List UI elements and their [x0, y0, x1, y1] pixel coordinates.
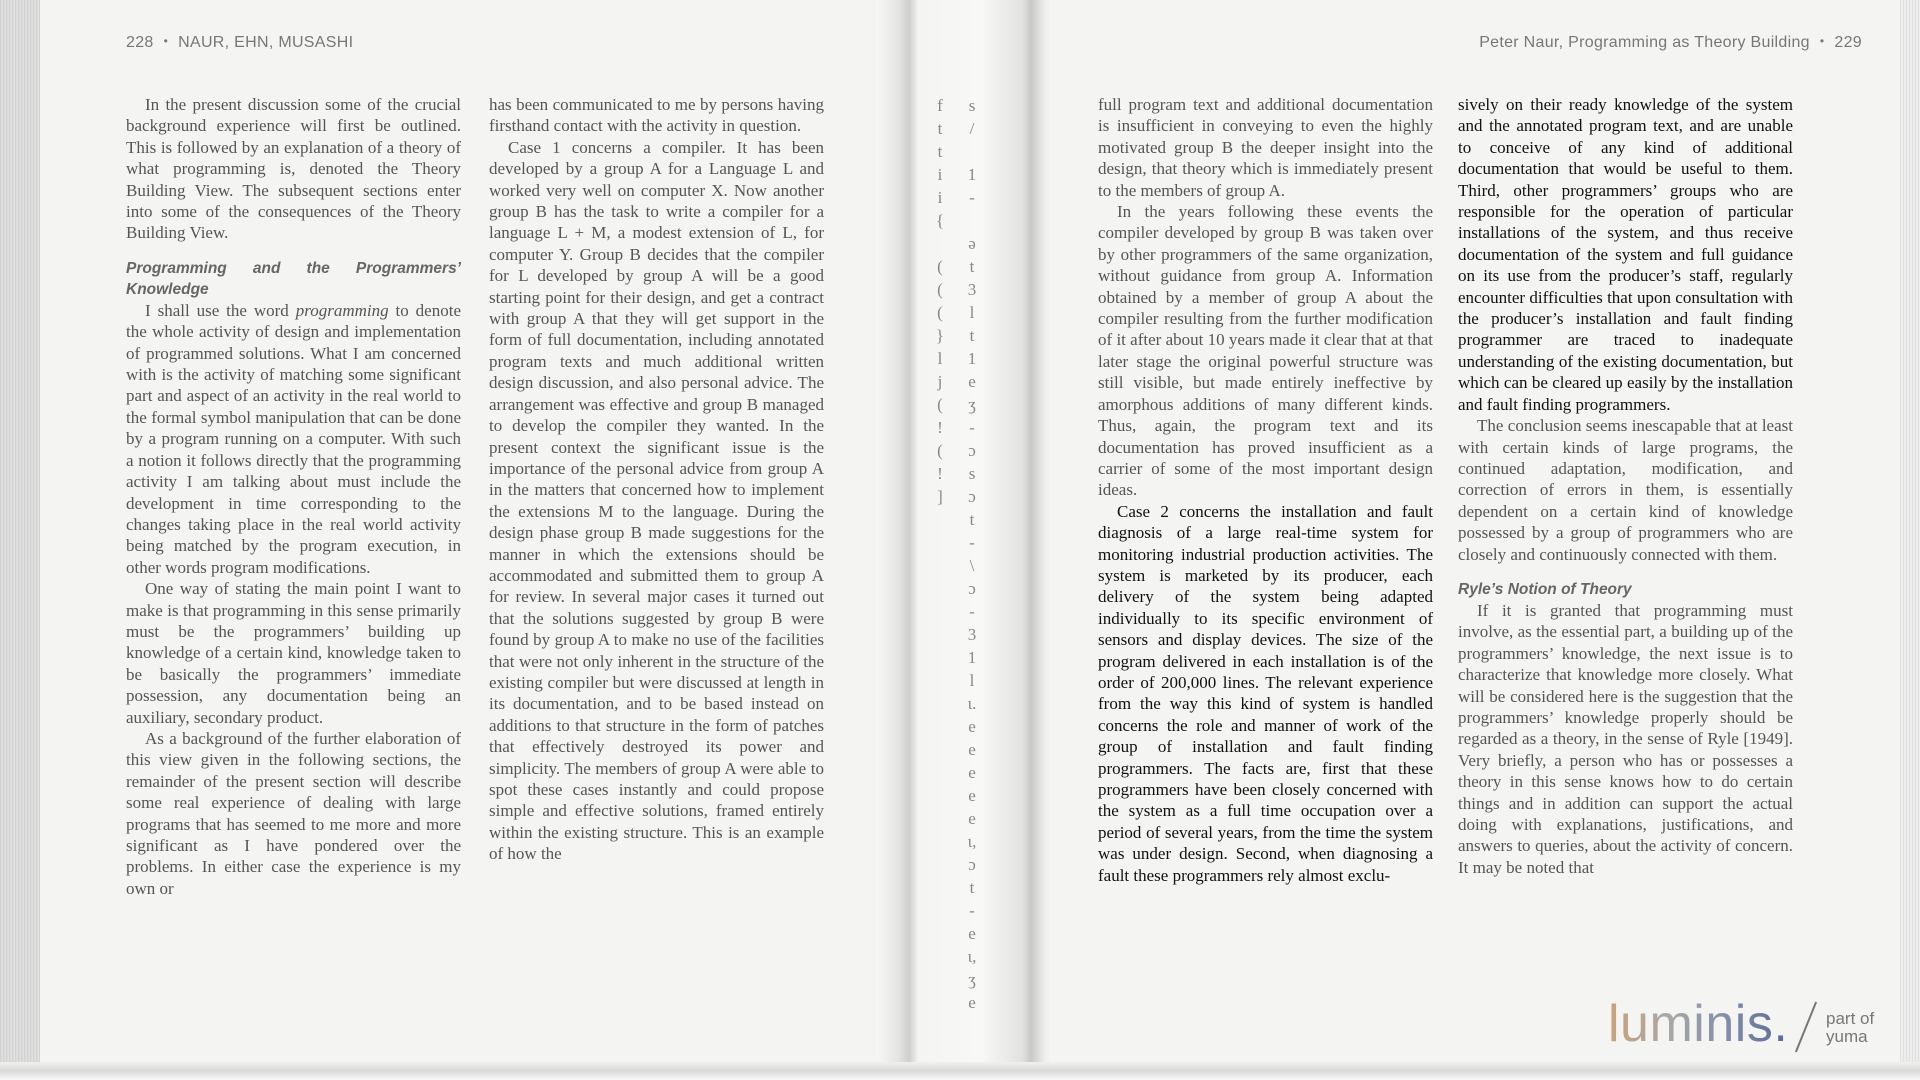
gutter-scrap-glyph: e	[968, 786, 976, 805]
gutter-scrap-glyph: e	[968, 924, 976, 943]
gutter-scrap-glyph: -	[969, 602, 975, 621]
gutter-scrap-glyph: l	[969, 303, 975, 322]
right-running-title: Peter Naur, Programming as Theory Building	[1479, 34, 1810, 51]
logo-sub-line-2: yuma	[1826, 1027, 1868, 1046]
gutter-scrap-glyph	[958, 209, 986, 232]
gutter-scrap-glyph: t	[969, 326, 975, 345]
gutter-scrap-glyph: s	[968, 96, 976, 115]
gutter-scrap-glyph: l	[937, 349, 943, 368]
gutter-scrap-glyph: 1	[967, 648, 977, 667]
gutter-scrap-glyph: (	[937, 441, 943, 460]
gutter-scrap-glyph: t	[937, 119, 943, 138]
gutter-scrap-glyph: ɔ	[968, 441, 976, 460]
paragraph: sively on their ready knowledge of the system and the annotated program text, and are unable to conceive of any kind of additional documentation that would be useful to them. Third, other programmers’ groups who are responsible for the operation of particular installations of the system, and thus receive documentation of the system and full guidance on its use from the producer’s staff, regularly encounter difficulties that upon consultation with the producer’s installation and fault finding programmer are traced to inadequate understanding of the existing documentation, but which can be cleared up easily by the installation and fault finding programmers.	[1458, 95, 1793, 414]
gutter-scrap-glyph: -	[969, 533, 975, 552]
gutter-scrap-glyph: e	[968, 372, 976, 391]
right-column-1	[1098, 94, 1433, 886]
logo-subtext	[1826, 1010, 1874, 1046]
gutter-scrap-glyph: ɩ,	[967, 947, 977, 966]
gutter-scrap-glyph: ɔ	[968, 855, 976, 874]
paragraph: full program text and additional documentation is insufficient in conveying to even the highly motivated group B the deeper insight into the design, that theory which is immediately present to the members of group A.	[1098, 95, 1433, 200]
gutter-scrap-glyph: e	[968, 763, 976, 782]
gutter-scrap-glyph: (	[937, 395, 943, 414]
luminis-logo	[1608, 995, 1898, 1058]
right-page	[1052, 0, 1902, 1060]
left-column-1	[126, 94, 461, 899]
gutter-scrap-glyph: l	[969, 671, 975, 690]
gutter-scrap-glyph: -	[969, 188, 975, 207]
paragraph: The conclusion seems inescapable that at least with certain kinds of large programs, the continued adaptation, modification, and correction of errors in them, is essentially dependent on a certain kind of knowledge possessed by a group of programmers who are closely and continuously connected with them.	[1458, 416, 1793, 564]
gutter-scrap-glyph: e	[968, 717, 976, 736]
section-heading: Ryle’s Notion of Theory	[1458, 580, 1632, 598]
gutter-scrap-glyph: -	[969, 418, 975, 437]
gutter-scrap-glyph: e	[968, 740, 976, 759]
left-running-header	[126, 34, 353, 52]
gutter-scrap-glyph: e	[968, 809, 976, 828]
gutter-scrap-glyph: -	[969, 901, 975, 920]
gutter-scrap-glyph: t	[937, 142, 943, 161]
right-column-2	[1458, 94, 1793, 878]
left-column-2	[489, 94, 824, 865]
emphasis: programming	[295, 300, 389, 320]
gutter-scrap-glyph: (	[937, 303, 943, 322]
paragraph: has been communicated to me by persons having firsthand contact with the activity in question.	[489, 95, 824, 136]
paragraph: In the present discussion some of the crucial background experience will first be outlined. This is followed by an explanation of a theory of what programming is, denoted the Theory Building View. The subsequent sections enter into some of the consequences of the Theory Building View.	[126, 95, 461, 243]
header-separator: •	[1819, 34, 1825, 48]
gutter-scrap-glyph: j	[937, 372, 943, 391]
gutter-scrap-glyph: /	[969, 119, 975, 138]
gutter-scrap-glyph: t	[969, 878, 975, 897]
paragraph: One way of stating the main point I want to make is that programming in this sense primarily must be the programmers’ building up knowledge of a certain kind, knowledge taken to be basically the programmers’ immediate possession, any documentation being an auxiliary, secondary product.	[126, 579, 461, 727]
gutter-scrap-glyph: f	[937, 96, 943, 115]
gutter-scrap-glyph: ]	[937, 487, 943, 506]
gutter-scrap-glyph	[926, 232, 954, 255]
gutter-scrap-glyph: ι,	[967, 832, 977, 851]
paragraph	[126, 300, 461, 578]
gutter-scrap-glyph: i	[937, 188, 943, 207]
gutter-scrap-glyph: ɔ	[968, 487, 976, 506]
gutter-scrap-glyph: ʒ	[968, 970, 976, 989]
text-run: I shall use the word	[145, 300, 296, 320]
right-running-header	[1479, 34, 1862, 52]
gutter-scrap-glyph: i	[937, 165, 943, 184]
header-separator: •	[163, 34, 169, 48]
gutter-scrap-glyph: (	[937, 280, 943, 299]
gutter-scrap-glyph: t	[969, 510, 975, 529]
gutter-scrap-glyph: {	[935, 211, 945, 230]
page-stack-left-edge	[0, 0, 40, 1080]
gutter-scrap-column-a	[926, 94, 954, 508]
paragraph: If it is granted that programming must involve, as the essential part, a building up of the programmers’ knowledge, the next issue is to characterize that knowledge more closely. What will be considered here is the suggestion that the programmers’ knowledge properly should be regarded as a theory, in the sense of Ryle [1949]. Very briefly, a person who has or possesses a theory in this sense knows how to do certain things and in addition can support the actual doing with explanations, justifications, and answers to queries, about the activity of concern. It may be noted that	[1458, 600, 1793, 877]
logo-slash	[1795, 1002, 1817, 1053]
right-page-number: 229	[1834, 34, 1862, 51]
gutter-scrap-column-b	[958, 94, 986, 1014]
gutter-scrap-glyph: !	[937, 418, 943, 437]
gutter-scrap-glyph: ɩ.	[967, 694, 977, 713]
gutter-scrap-glyph: \	[969, 556, 975, 575]
text-run: to denote the whole activity of design and implementation of programmed solutions. What I am concerned with is the activity of matching some significant part and aspect of an activity in the real world to the formal symbol manipulation that can be done by a program running on a computer. With such a notion it follows directly that the programming activity I am talking about must include the development in time corresponding to the changes taking place in the real world activity being matched by the program execution, in other words program modifications.	[126, 300, 461, 577]
gutter-scrap-glyph: 3	[967, 280, 977, 299]
left-page-number: 228	[126, 34, 154, 51]
left-running-title: NAUR, EHN, MUSASHI	[178, 34, 354, 51]
gutter-scrap-glyph: e	[968, 993, 976, 1012]
paragraph: As a background of the further elaboration of this view given in the following sections, the remainder of the present section will describe some real experience of dealing with large programs that has seemed to me more and more significant as I have pondered over the problems. In either case the experience is my own or	[126, 728, 461, 898]
paragraph: Case 1 concerns a compiler. It has been developed by a group A for a Language L and worked very well on computer X. Now another group B has the task to write a compiler for a language L + M, a modest extension of L, for computer Y. Group B decides that the compiler for L developed by group A will be a good starting point for their design, and get a contract with group A that they will get support in the form of full documentation, including annotated program texts and much additional written design discussion, and also personal advice. The arrangement was effective and group B managed to develop the compiler they wanted. In the present context the significant issue is the importance of the personal advice from group A in the matters that concerned how to implement the extensions M to the language. During the design phase group B made suggestions for the manner in which the extensions should be accommodated and submitted them to group A for review. In several major cases it turned out that the solutions suggested by group B were found by group A to make no use of the facilities that were not only inherent in the structure of the existing compiler but were discussed at length in its documentation, and to be based instead on additions to that structure in the form of patches that effectively destroyed its power and simplicity. The members of group A were able to spot these cases instantly and could propose simple and effective solutions, framed entirely within the existing structure. This is an example of how the	[489, 137, 824, 864]
logo-sub-line-1: part of	[1826, 1009, 1875, 1028]
gutter-scrap-glyph: ʒ	[968, 395, 976, 414]
gutter-scrap-glyph: 1	[967, 165, 977, 184]
paragraph: Case 2 concerns the installation and fault diagnosis of a large real-time system for monitoring industrial production activities. The system is marketed by its producer, each delivery of the system being adapted individually to its specific environment of sensors and display devices. The size of the program delivered in each installation is of the order of 200,000 lines. The relevant experience from the way this kind of system is handled concerns the role and manner of work of the group of installation and fault finding programmers. The facts are, first that these programmers have been closely concerned with the system as a full time occupation over a period of several years, from the time the system was under design. Second, when diagnosing a fault these programmers rely almost exclu-	[1098, 501, 1433, 885]
paragraph: In the years following these events the compiler developed by group B was taken over by other programmers of the same organization, without guidance from group A. Information obtained by a member of group A about the compiler resulting from the further modification of it after about 10 years made it clear that at that later stage the original powerful structure was still visible, but made entirely ineffective by amorphous additions of many different kinds. Thus, again, the program text and its documentation has proved insufficient as a carrier of some of the most important design ideas.	[1098, 202, 1433, 500]
gutter-scrap-glyph: s	[968, 464, 976, 483]
gutter-scrap-glyph: ə	[968, 234, 976, 253]
section-heading: Programming and the Programmers’ Knowledge	[126, 259, 461, 298]
left-page	[40, 0, 876, 1060]
gutter-scrap-glyph	[958, 140, 986, 163]
gutter-scrap-glyph: ɔ	[968, 579, 976, 598]
gutter-scrap-glyph: t	[969, 257, 975, 276]
page-bottom-edge	[0, 1062, 1920, 1080]
gutter-scrap-glyph: !	[937, 464, 943, 483]
logo-wordmark: luminis.	[1608, 995, 1789, 1053]
gutter-scrap-glyph: }	[935, 326, 945, 345]
page-stack-right-edge	[1900, 0, 1920, 1080]
gutter-scrap-glyph: 1	[967, 349, 977, 368]
gutter-scrap-glyph: (	[937, 257, 943, 276]
gutter-scrap-glyph: 3	[967, 625, 977, 644]
